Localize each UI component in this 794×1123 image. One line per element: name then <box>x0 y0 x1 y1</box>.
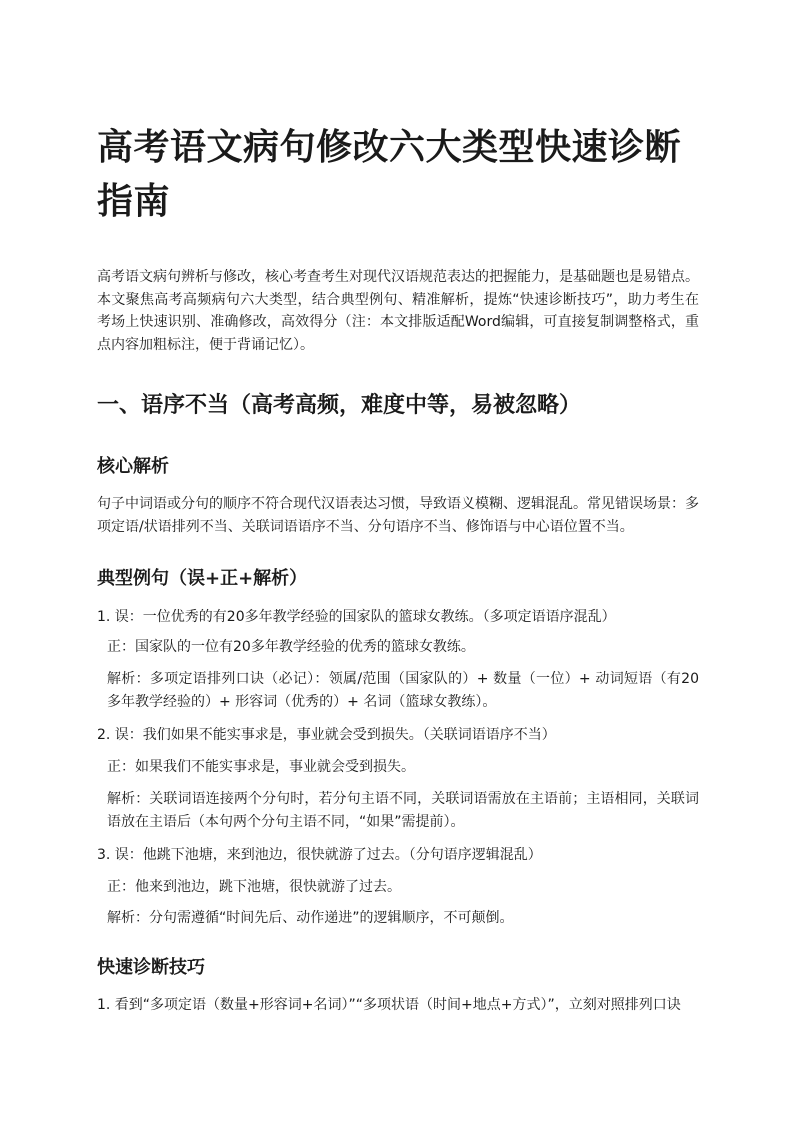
example-right: 正：如果我们不能实事求是，事业就会受到损失。 <box>107 759 415 775</box>
example-right: 正：国家队的一位有20多年教学经验的优秀的篮球女教练。 <box>107 639 475 655</box>
tip-item: 1. 看到“多项定语（数量+形容词+名词）”“多项状语（时间+地点+方式）”，立刻对照排列口诀 <box>97 997 681 1013</box>
example-wrong: 3. 误：他跳下池塘，来到池边，很快就游了过去。（分句语序逻辑混乱） <box>97 847 542 863</box>
subheading-examples: 典型例句（误+正+解析） <box>97 568 308 589</box>
intro-paragraph: 高考语文病句辨析与修改，核心考查考生对现代汉语规范表达的把握能力，是基础题也是易错点。本文聚焦高考高频病句六大类型，结合典型例句、精准解析，提炼“快速诊断技巧”，助力考生在考场上快速识别、准确修改，高效得分（注：本文排版适配Word编辑，可直接复制调整格式，重点内容加粗标注，便于背诵记忆）。 <box>97 269 699 353</box>
example-analysis: 解析：关联词语连接两个分句时，若分句主语不同，关联词语需放在主语前；主语相同，关联词语放在主语后（本句两个分句主语不同，“如果”需提前）。 <box>107 791 699 830</box>
example-wrong: 2. 误：我们如果不能实事求是，事业就会受到损失。（关联词语语序不当） <box>97 727 556 743</box>
example-right: 正：他来到池边，跳下池塘，很快就游了过去。 <box>107 879 401 895</box>
core-analysis-text: 句子中词语或分句的顺序不符合现代汉语表达习惯，导致语义模糊、逻辑混乱。常见错误场景：多项定语/状语排列不当、关联词语语序不当、分句语序不当、修饰语与中心语位置不当。 <box>97 496 699 535</box>
example-analysis: 解析：多项定语排列口诀（必记）：领属/范围（国家队的）+ 数量（一位）+ 动词短语（有20多年教学经验的）+ 形容词（优秀的）+ 名词（篮球女教练）。 <box>107 671 699 710</box>
document-title: 高考语文病句修改六大类型快速诊断指南 <box>97 127 682 222</box>
subheading-core-analysis: 核心解析 <box>97 456 169 477</box>
subheading-tips: 快速诊断技巧 <box>97 957 205 978</box>
example-analysis: 解析：分句需遵循“时间先后、动作递进”的逻辑顺序，不可颠倒。 <box>107 910 514 926</box>
example-wrong: 1. 误：一位优秀的有20多年教学经验的国家队的篮球女教练。（多项定语语序混乱） <box>97 609 616 625</box>
section-heading: 一、语序不当（高考高频，难度中等，易被忽略） <box>97 393 582 418</box>
